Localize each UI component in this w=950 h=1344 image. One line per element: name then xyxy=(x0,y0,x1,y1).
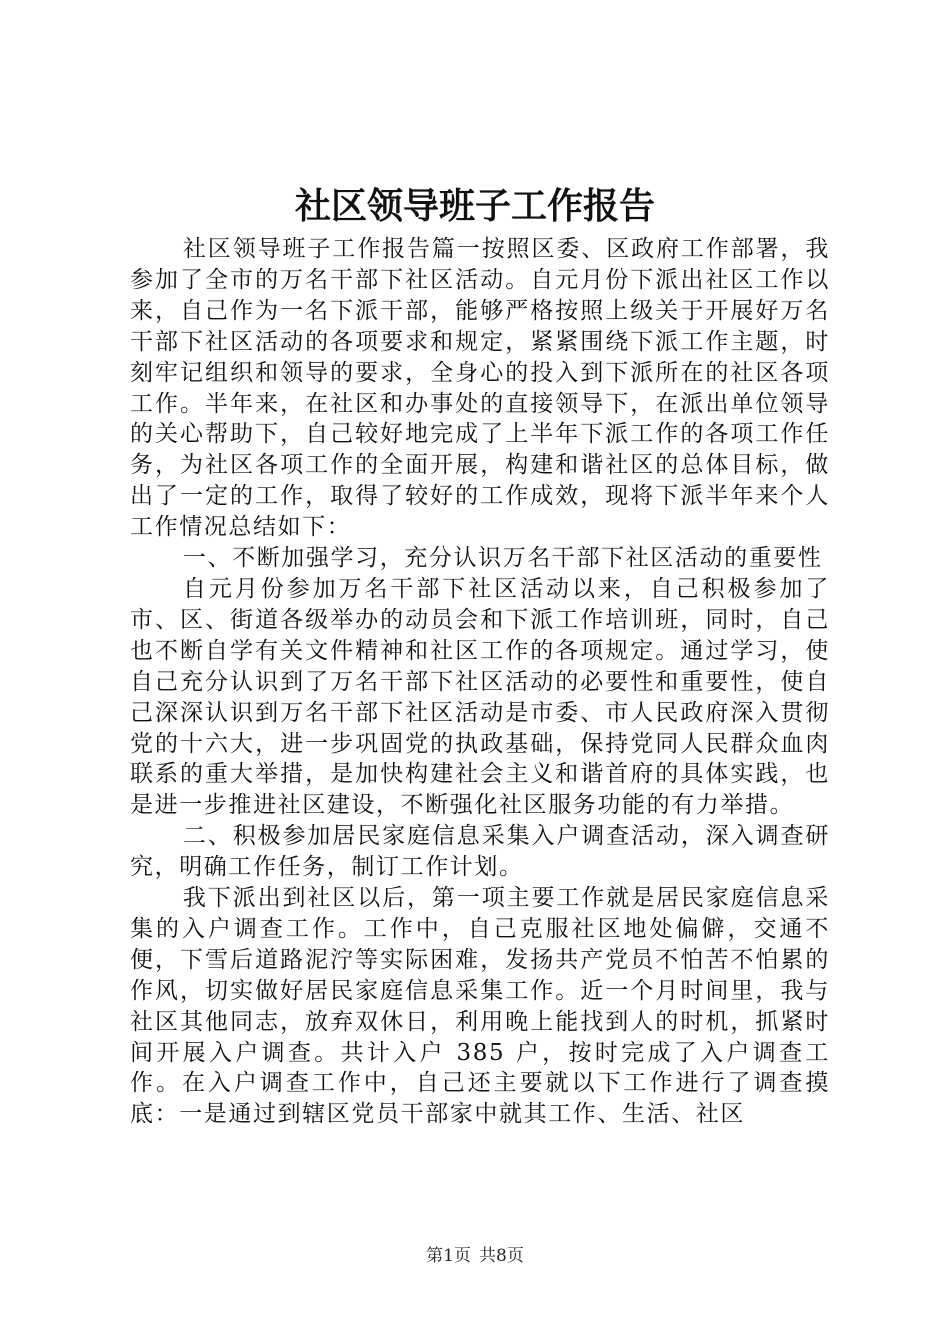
page-footer xyxy=(0,1244,950,1268)
paragraph-intro: 社区领导班子工作报告篇一按照区委、区政府工作部署，我参加了全市的万名干部下社区活动。自元月份下派出社区工作以来，自己作为一名下派干部，能够严格按照上级关于开展好万名干部下社区活动的各项要求和规定，紧紧围绕下派工作主题，时刻牢记组织和领导的要求，全身心的投入到下派所在的社区各项工作。半年来，在社区和办事处的直接领导下，在派出单位领导的关心帮助下，自己较好地完成了上半年下派工作的各项工作任务，为社区各项工作的全面开展，构建和谐社区的总体目标，做出了一定的工作，取得了较好的工作成效，现将下派半年来个人工作情况总结如下： xyxy=(130,236,830,541)
page-total: 共8页 xyxy=(479,1246,524,1266)
document-title: 社区领导班子工作报告 xyxy=(294,185,655,227)
paragraph-study: 自元月份参加万名干部下社区活动以来，自己积极参加了市、区、街道各级举办的动员会和下派工作培训班，同时，自己也不断自学有关文件精神和社区工作的各项规定。通过学习，使自己充分认识到了万名干部下社区活动的必要性和重要性，使自己深深认识到万名干部下社区活动是市委、市人民政府深入贯彻党的十六大，进一步巩固党的执政基础，保持党同人民群众血肉联系的重大举措，是加快构建社会主义和谐首府的具体实践，也是进一步推进社区建设，不断强化社区服务功能的有力举措。 xyxy=(130,575,830,819)
paragraph-heading-1: 一、不断加强学习，充分认识万名干部下社区活动的重要性 xyxy=(182,545,823,572)
paragraph-heading-2: 二、积极参加居民家庭信息采集入户调查活动，深入调查研究，明确工作任务，制订工作计划。 xyxy=(130,823,830,881)
document-body xyxy=(130,234,830,1130)
paragraph-survey: 我下派出到社区以后，第一项主要工作就是居民家庭信息采集的入户调查工作。工作中，自己克服社区地处偏僻，交通不便，下雪后道路泥泞等实际困难，发扬共产党员不怕苦不怕累的作风，切实做好居民家庭信息采集工作。近一个月时间里，我与社区其他同志，放弃双休日，利用晚上能找到人的时机，抓紧时间开展入户调查。共计入户 385 户，按时完成了入户调查工作。在入户调查工作中，自己还主要就以下工作进行了调查摸底：一是通过到辖区党员干部家中就其工作、生活、社区 xyxy=(130,885,830,1128)
page-number: 第1页 xyxy=(426,1246,471,1266)
